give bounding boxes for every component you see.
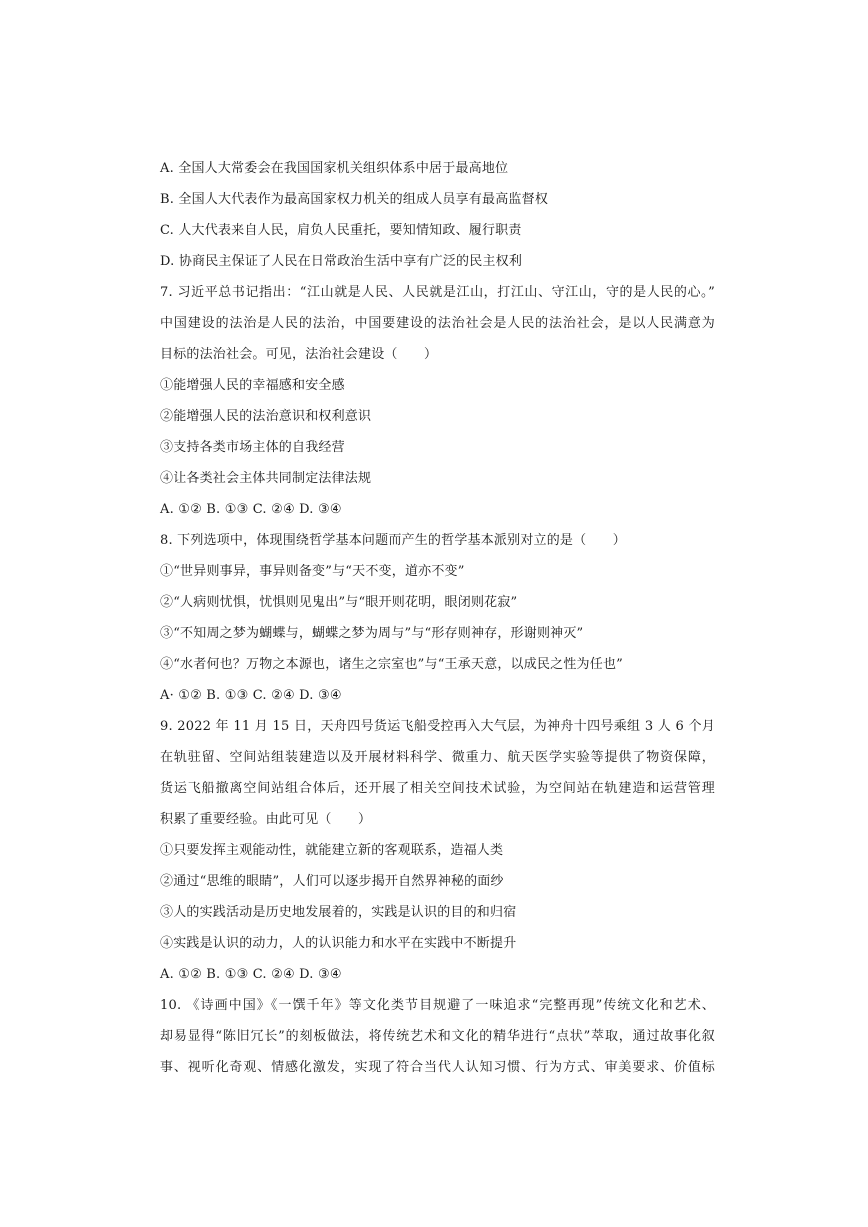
q7-statement-2: ②能增强人民的法治意识和权利意识 [160,409,372,424]
option-c: C. 人大代表来自人民，肩负人民重托，要知情知政、履行职责 [160,223,522,238]
q9-stem-line: 积累了重要经验。由此可见（ ） [160,812,372,827]
q9-statement-3: ③人的实践活动是历史地发展着的，实践是认识的目的和归宿 [160,905,517,920]
q8-stem: 8. 下列选项中，体现围绕哲学基本问题而产生的哲学基本派别对立的是（ ） [160,533,626,548]
q7-stem-line: 目标的法治社会。可见，法治社会建设（ ） [160,347,438,362]
q8-statement-3: ③“不知周之梦为蝴蝶与，蝴蝶之梦为周与”与“形存则神存，形谢则神灭” [160,626,584,641]
q10-stem-line: 却易显得“陈旧冗长”的刻板做法，将传统艺术和文化的精华进行“点状”萃取，通过故事化叙 [160,1029,715,1044]
q8-choices: A· ①② B. ①③ C. ②④ D. ③④ [160,688,342,703]
q9-statement-1: ①只要发挥主观能动性，就能建立新的客观联系，造福人类 [160,843,504,858]
q9-stem-line: 货运飞船撤离空间站组合体后，还开展了相关空间技术试验，为空间站在轨建造和运营管理 [160,781,715,796]
q8-statement-2: ②“人病则忧惧，忧惧则见鬼出”与“眼开则花明，眼闭则花寂” [160,595,518,610]
q8-statement-4: ④“水者何也？万物之本源也，诸生之宗室也”与“王承天意，以成民之性为任也” [160,657,623,672]
q7-stem-line: 中国建设的法治是人民的法治，中国要建设的法治社会是人民的法治社会，是以人民满意为 [160,316,715,331]
q8-statement-1: ①“世异则事异，事异则备变”与“天不变，道亦不变” [160,564,465,579]
q7-statement-3: ③支持各类市场主体的自我经营 [160,440,345,455]
q9-choices: A. ①② B. ①③ C. ②④ D. ③④ [160,967,342,982]
q9-statement-4: ④实践是认识的动力，人的认识能力和水平在实践中不断提升 [160,936,517,951]
option-d: D. 协商民主保证了人民在日常政治生活中享有广泛的民主权利 [160,254,523,269]
q7-statement-4: ④让各类社会主体共同制定法律法规 [160,471,372,486]
q7-statement-1: ①能增强人民的幸福感和安全感 [160,378,345,393]
q10-stem-line: 10. 《诗画中国》《一馔千年》等文化类节目规避了一味追求“完整再现”传统文化和艺术、 [160,998,715,1013]
q10-stem-line: 事、视听化奇观、情感化激发，实现了符合当代人认知习惯、行为方式、审美要求、价值标 [160,1060,715,1075]
q7-stem-line: 7. 习近平总书记指出：“江山就是人民、人民就是江山，打江山、守江山，守的是人民的心。” [160,285,715,300]
q7-choices: A. ①② B. ①③ C. ②④ D. ③④ [160,502,342,517]
q9-statement-2: ②通过“思维的眼睛”，人们可以逐步揭开自然界神秘的面纱 [160,874,504,889]
q9-stem-line: 9. 2022 年 11 月 15 日，天舟四号货运飞船受控再入大气层，为神舟十四号乘组 3 人 6 个月 [160,719,715,734]
q9-stem-line: 在轨驻留、空间站组装建造以及开展材料科学、微重力、航天医学实验等提供了物资保障， [160,750,715,765]
option-b: B. 全国人大代表作为最高国家权力机关的组成人员享有最高监督权 [160,192,549,207]
option-a: A. 全国人大常委会在我国国家机关组织体系中居于最高地位 [160,161,509,176]
